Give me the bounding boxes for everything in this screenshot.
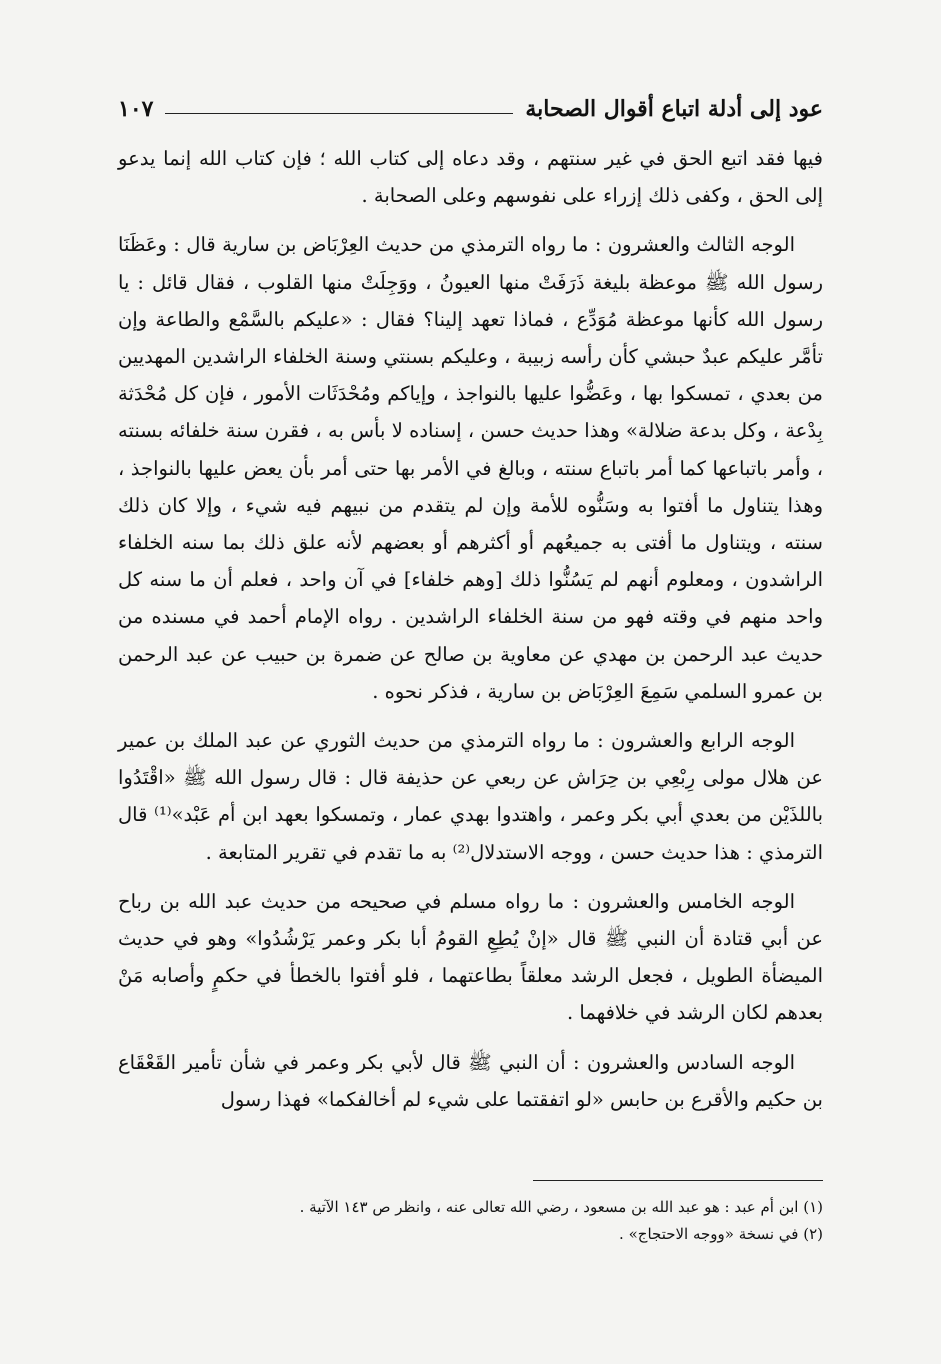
main-text bbox=[118, 140, 823, 1130]
running-header bbox=[118, 82, 823, 122]
paragraph-23rd-aspect: الوجه الثالث والعشرون : ما رواه الترمذي من حديث العِرْبَاض بن سارية قال : وعَظَنَا رسول الله ﷺ موعظة بليغة ذَرَفَتْ منها العيونُ ، ووَجِلَتْ منها القلوب ، فقال قائل : يا رسول الله كأنها موعظة مُوَدِّع ، فماذا تعهد إلينا؟ فقال : «عليكم بالسَّمْع والطاعة وإن تأمَّر عليكم عبدٌ حبشي كأن رأسه زبيبة ، وعليكم بسنتي وسنة الخلفاء الراشدين المهديين من بعدي ، تمسكوا بها ، وعَضُّوا عليها بالنواجذ ، وإياكم ومُحْدَثَات الأمور ، فإن كل مُحْدَثة بِدْعة ، وكل بدعة ضلالة» وهذا حديث حسن ، إسناده لا بأس به ، فقرن سنة خلفائه بسنته ، وأمر باتباعها كما أمر باتباع سنته ، وبالغ في الأمر بها حتى أمر بأن يعض عليها بالنواجذ ، وهذا يتناول ما أفتوا به وسَنُّوه للأمة وإن لم يتقدم من نبيهم فيه شيء ، وإلا كان ذلك سنته ، ويتناول ما أفتى به جميعُهم أو أكثرهم أو بعضهم لأنه علق ذلك بما سنه الخلفاء الراشدون ، ومعلوم أنهم لم يَسُنُّوا ذلك [وهم خلفاء] في آن واحد ، فعلم أن ما سنه كل واحد منهم في وقته فهو من سنة الخلفاء الراشدين . رواه الإمام أحمد في مسنده من حديث عبد الرحمن بن مهدي عن معاوية بن صالح عن ضمرة بن حبيب عن عبد الرحمن بن عمرو السلمي سَمِعَ العِرْبَاض بن سارية ، فذكر نحوه . bbox=[118, 233, 823, 703]
paragraph-26th-aspect: الوجه السادس والعشرون : أن النبي ﷺ قال لأبي بكر وعمر في شأن تأمير القَعْقَاع بن حكيم والأقرع بن حابس «لو اتفقتما على شيء لم أخالفكما» فهذا رسول bbox=[118, 1050, 823, 1111]
footnote-2: (٢) في نسخة «ووجه الاحتجاج» . bbox=[619, 1225, 823, 1243]
paragraph-25th-aspect: الوجه الخامس والعشرون : ما رواه مسلم في صحيحه من حديث عبد الله بن رباح عن أبي قتادة أن النبي ﷺ قال «إنْ يُطِعِ القومُ أبا بكر وعمر يَرْشُدُوا» وهو في حديث الميضأة الطويل ، فجعل الرشد معلقاً بطاعتهما ، فلو أفتوا بالخطأ في حكمٍ وأصابه مَنْ بعدهم لكان الرشد في خلافهما . bbox=[118, 889, 823, 1025]
footnotes bbox=[118, 1194, 823, 1248]
footnote-separator bbox=[533, 1180, 823, 1181]
page-number: ١٠٧ bbox=[118, 96, 154, 122]
paragraph-continuation: فيها فقد اتبع الحق في غير سنتهم ، وقد دعاه إلى كتاب الله ؛ فإن كتاب الله إنما يدعو إلى الحق ، وكفى ذلك إزراء على نفوسهم وعلى الصحابة . bbox=[118, 147, 823, 208]
chapter-title: عود إلى أدلة اتباع أقوال الصحابة bbox=[525, 96, 823, 122]
header-rule bbox=[165, 113, 513, 114]
paragraph-24th-aspect: الوجه الرابع والعشرون : ما رواه الترمذي من حديث الثوري عن عبد الملك بن عمير عن هلال مولى رِبْعِي بن حِرَاش عن ربعي عن حذيفة قال : قال رسول الله ﷺ «اقْتَدُوا باللذَيْن من بعدي أبي بكر وعمر ، واهتدوا بهدي عمار ، وتمسكوا بعهد ابن أم عَبْد»⁽¹⁾ قال الترمذي : هذا حديث حسن ، ووجه الاستدلال⁽²⁾ به ما تقدم في تقرير المتابعة . bbox=[118, 729, 823, 864]
footnote-1: (١) ابن أم عبد : هو عبد الله بن مسعود ، رضي الله تعالى عنه ، وانظر ص ١٤٣ الآتية . bbox=[299, 1198, 823, 1216]
